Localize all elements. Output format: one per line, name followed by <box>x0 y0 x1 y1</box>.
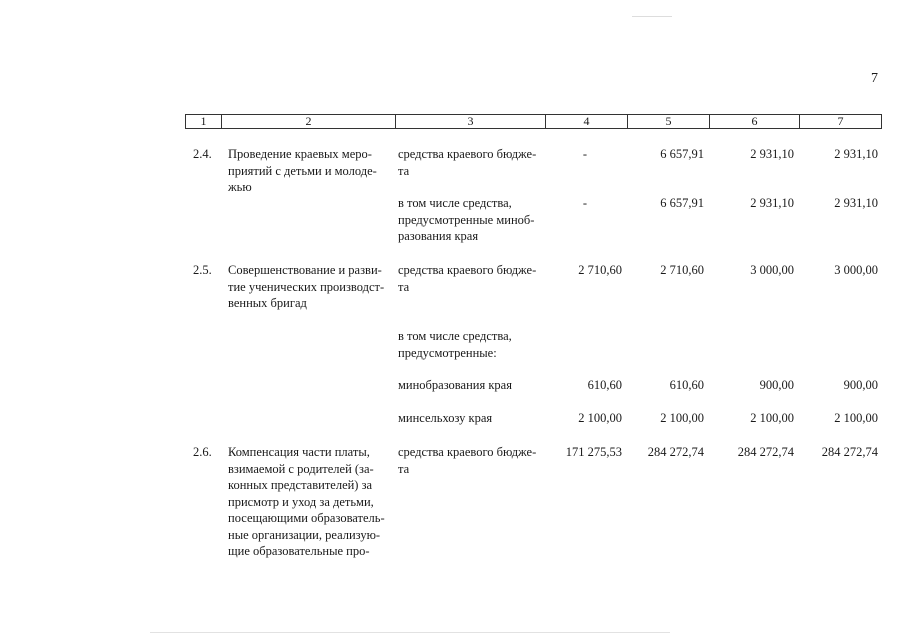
cell-col-6: 3 000,00 <box>750 263 794 277</box>
header-col-6: 6 <box>710 115 800 128</box>
cell-col-4: - <box>582 196 587 210</box>
row-source: средства краевого бюдже- та <box>398 263 537 294</box>
row-number: 2.5. <box>193 263 212 277</box>
page-number: 7 <box>871 71 878 86</box>
row-source: средства краевого бюдже- та <box>398 147 537 178</box>
header-col-5: 5 <box>628 115 710 128</box>
cell-col-5: 6 657,91 <box>660 196 704 210</box>
scan-artifact <box>632 16 672 17</box>
cell-col-5: 2 100,00 <box>660 411 704 425</box>
row-name: Совершенствование и разви- тие ученических производст- венных бригад <box>228 263 385 310</box>
cell-col-6: 2 931,10 <box>750 196 794 210</box>
cell-col-7: 2 931,10 <box>834 196 878 210</box>
cell-col-7: 900,00 <box>843 378 878 392</box>
row-source: в том числе средства, предусмотренные: <box>398 329 512 360</box>
cell-col-7: 2 931,10 <box>834 147 878 161</box>
cell-col-4: 2 100,00 <box>578 411 622 425</box>
table-header-row <box>185 114 882 129</box>
cell-col-6: 2 931,10 <box>750 147 794 161</box>
scan-artifact <box>150 632 670 633</box>
cell-col-4: - <box>582 147 587 161</box>
header-col-3: 3 <box>396 115 546 128</box>
row-name: Компенсация части платы, взимаемой с родителей (за- конных представителей) за присмотр и уход за детьми, посещающими образователь- ные организации, реализую- щие образовательные про- <box>228 445 385 558</box>
cell-col-6: 900,00 <box>759 378 794 392</box>
cell-col-7: 3 000,00 <box>834 263 878 277</box>
cell-col-5: 6 657,91 <box>660 147 704 161</box>
cell-col-5: 284 272,74 <box>647 445 704 459</box>
row-number: 2.6. <box>193 445 212 459</box>
cell-col-4: 610,60 <box>587 378 622 392</box>
cell-col-5: 2 710,60 <box>660 263 704 277</box>
header-col-4: 4 <box>546 115 628 128</box>
header-col-7: 7 <box>837 114 844 128</box>
cell-col-4: 2 710,60 <box>578 263 622 277</box>
row-number: 2.4. <box>193 147 212 161</box>
row-source: в том числе средства, предусмотренные миноб- разования края <box>398 196 535 243</box>
row-source: средства краевого бюдже- та <box>398 445 537 476</box>
row-source: минобразования края <box>398 378 512 392</box>
cell-col-4: 171 275,53 <box>565 445 622 459</box>
cell-col-7: 284 272,74 <box>821 445 878 459</box>
cell-col-6: 2 100,00 <box>750 411 794 425</box>
header-col-1: 1 <box>186 115 222 128</box>
row-source: минсельхозу края <box>398 411 493 425</box>
header-col-2: 2 <box>222 115 396 128</box>
row-name: Проведение краевых меро- приятий с детьми и молоде- жью <box>228 147 377 194</box>
cell-col-6: 284 272,74 <box>737 445 794 459</box>
cell-col-7: 2 100,00 <box>834 411 878 425</box>
cell-col-5: 610,60 <box>669 378 704 392</box>
